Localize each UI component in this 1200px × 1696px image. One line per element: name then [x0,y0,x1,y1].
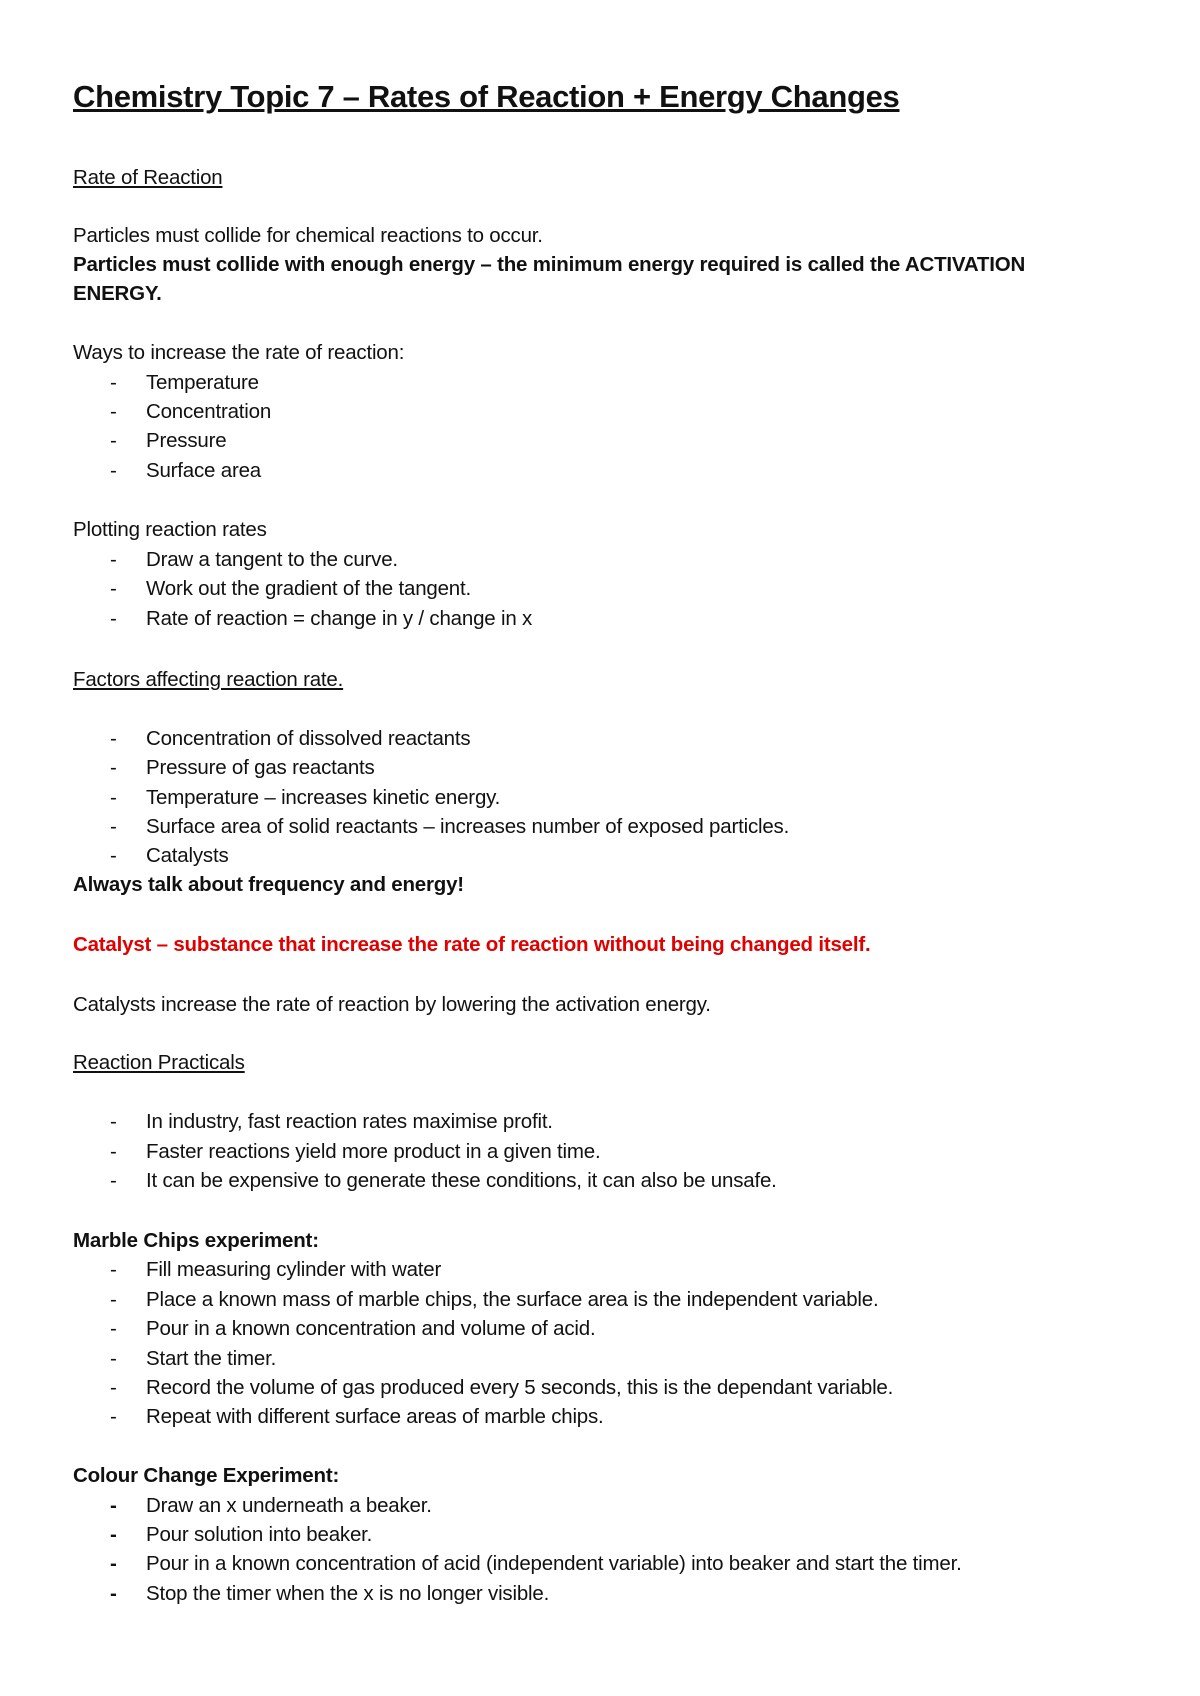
bullet-dash: - [110,1552,117,1575]
list-item-text: Concentration of dissolved reactants [146,727,471,750]
page-title: Chemistry Topic 7 – Rates of Reaction + Energy Changes [73,79,900,114]
rate-of-reaction-heading: Rate of Reaction [73,166,223,189]
bullet-dash: - [110,1258,117,1281]
list-item [110,786,500,811]
bullet-dash: - [110,607,117,630]
bullet-dash: - [110,815,117,838]
list-item [110,1110,553,1135]
bullet-dash: - [110,459,117,482]
activation-energy-line: Particles must collide with enough energy – the minimum energy required is called the ACTIVATION [73,253,1026,276]
list-item [110,371,259,396]
list-item [110,548,398,573]
list-item-text: Draw a tangent to the curve. [146,548,398,571]
collision-line: Particles must collide for chemical reactions to occur. [73,224,543,247]
list-item [110,1405,604,1430]
bullet-dash: - [110,577,117,600]
marble-chips-heading: Marble Chips experiment: [73,1229,319,1252]
bullet-dash: - [110,371,117,394]
list-item [110,844,229,869]
list-item [110,577,471,602]
list-item-text: Place a known mass of marble chips, the surface area is the independent variable. [146,1288,879,1311]
list-item [110,1552,962,1577]
list-item [110,1582,549,1607]
list-item [110,1376,893,1401]
bullet-dash: - [110,1523,117,1546]
frequency-energy-note: Always talk about frequency and energy! [73,873,464,896]
list-item-text: Temperature – increases kinetic energy. [146,786,501,809]
list-item-text: Pour in a known concentration and volume of acid. [146,1317,596,1340]
bullet-dash: - [110,1582,117,1605]
list-item-text: Work out the gradient of the tangent. [146,577,471,600]
list-item [110,607,532,632]
list-item [110,1317,595,1342]
list-item-text: In industry, fast reaction rates maximise profit. [146,1110,553,1133]
catalyst-explanation: Catalysts increase the rate of reaction by lowering the activation energy. [73,993,711,1016]
list-item-text: Surface area of solid reactants – increases number of exposed particles. [146,815,790,838]
list-item [110,400,271,425]
bullet-dash: - [110,1347,117,1370]
list-item [110,1523,372,1548]
bullet-dash: - [110,1140,117,1163]
colour-change-heading: Colour Change Experiment: [73,1464,340,1487]
list-item [110,459,261,484]
plotting-heading: Plotting reaction rates [73,518,267,541]
list-item [110,756,375,781]
list-item-text: Pressure [146,429,227,452]
bullet-dash: - [110,786,117,809]
bullet-dash: - [110,756,117,779]
list-item [110,1169,777,1194]
list-item-text: Draw an x underneath a beaker. [146,1494,432,1517]
bullet-dash: - [110,1169,117,1192]
list-item [110,727,470,752]
list-item-text: Pour in a known concentration of acid (independent variable) into beaker and start the timer. [146,1552,962,1575]
list-item-text: Rate of reaction = change in y / change in x [146,607,533,630]
list-item-text: Record the volume of gas produced every 5 seconds, this is the dependant variable. [146,1376,894,1399]
list-item-text: Pressure of gas reactants [146,756,375,779]
practicals-heading: Reaction Practicals [73,1051,245,1074]
list-item-text: Catalysts [146,844,229,867]
list-item-text: Repeat with different surface areas of marble chips. [146,1405,604,1428]
list-item [110,429,226,454]
list-item-text: Start the timer. [146,1347,277,1370]
factors-heading: Factors affecting reaction rate. [73,668,344,691]
list-item-text: Temperature [146,371,259,394]
list-item [110,1258,441,1283]
bullet-dash: - [110,400,117,423]
list-item-text: Surface area [146,459,261,482]
list-item [110,815,789,840]
ways-heading: Ways to increase the rate of reaction: [73,341,405,364]
list-item-text: Faster reactions yield more product in a given time. [146,1140,601,1163]
list-item [110,1494,432,1519]
bullet-dash: - [110,1288,117,1311]
bullet-dash: - [110,844,117,867]
list-item-text: Pour solution into beaker. [146,1523,373,1546]
bullet-dash: - [110,727,117,750]
bullet-dash: - [110,1405,117,1428]
catalyst-definition: Catalyst – substance that increase the rate of reaction without being changed itself. [73,933,871,956]
bullet-dash: - [110,1317,117,1340]
list-item [110,1288,878,1313]
list-item-text: Stop the timer when the x is no longer visible. [146,1582,550,1605]
list-item [110,1347,276,1372]
bullet-dash: - [110,1110,117,1133]
list-item [110,1140,600,1165]
bullet-dash: - [110,1376,117,1399]
bullet-dash: - [110,548,117,571]
activation-energy-line-cont: ENERGY. [73,282,162,305]
list-item-text: Fill measuring cylinder with water [146,1258,442,1281]
list-item-text: It can be expensive to generate these conditions, it can also be unsafe. [146,1169,777,1192]
bullet-dash: - [110,429,117,452]
bullet-dash: - [110,1494,117,1517]
list-item-text: Concentration [146,400,272,423]
